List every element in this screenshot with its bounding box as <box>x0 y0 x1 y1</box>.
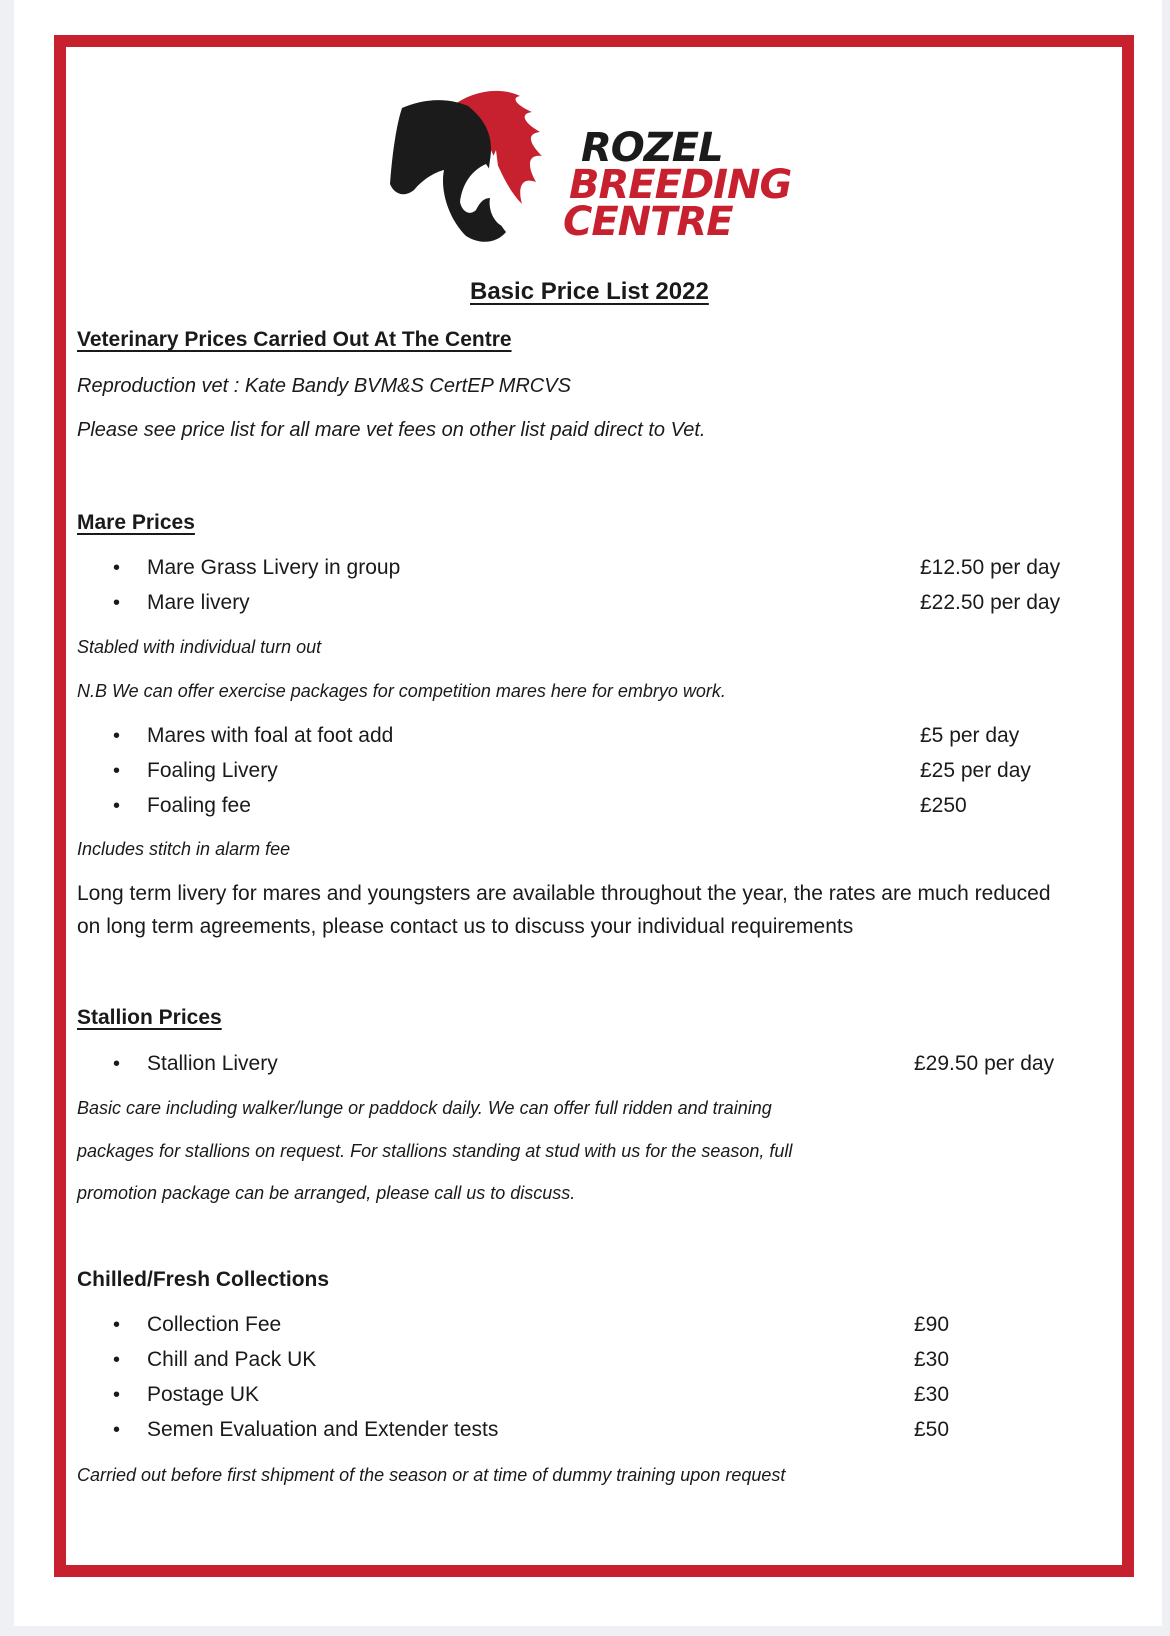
list-bullet: • <box>113 760 121 782</box>
stallion-note-1: Basic care including walker/lunge or paddock daily. We can offer full ridden and training <box>77 1098 772 1118</box>
list-item-label: Foaling fee <box>147 794 251 817</box>
list-bullet: • <box>113 795 121 817</box>
list-item-label: Collection Fee <box>147 1313 282 1336</box>
list-bullet: • <box>113 557 121 579</box>
stallion-note-2: packages for stallions on request. For stallions standing at stud with us for the season, full <box>77 1141 793 1161</box>
chilled-heading: Chilled/Fresh Collections <box>77 1268 330 1291</box>
list-item-price: £30 <box>914 1348 950 1371</box>
vet-heading: Veterinary Prices Carried Out At The Centre <box>77 328 512 351</box>
list-bullet: • <box>113 1314 121 1336</box>
list-item-price: £90 <box>914 1313 950 1336</box>
long-term-line-2: on long term agreements, please contact us to discuss your individual requirements <box>77 915 854 938</box>
vet-line-2: Please see price list for all mare vet fees on other list paid direct to Vet. <box>77 419 706 441</box>
brand-line-2: BREEDING <box>569 161 792 208</box>
page-title: Basic Price List 2022 <box>470 278 709 305</box>
chilled-note: Carried out before first shipment of the season or at time of dummy training upon request <box>77 1465 786 1485</box>
mare-note-1: Stabled with individual turn out <box>77 637 322 657</box>
list-bullet: • <box>113 592 121 614</box>
list-item-price: £29.50 per day <box>914 1052 1055 1075</box>
list-item-price: £250 <box>920 794 967 817</box>
mare-note-2: N.B We can offer exercise packages for competition mares here for embryo work. <box>77 681 726 701</box>
mare-note-3: Includes stitch in alarm fee <box>77 839 291 859</box>
long-term-line-1: Long term livery for mares and youngsters are available throughout the year, the rates are much reduced <box>77 882 1051 905</box>
horse-heads-logo-icon <box>390 86 560 246</box>
list-item-price: £50 <box>914 1418 950 1441</box>
stallion-heading: Stallion Prices <box>77 1006 222 1029</box>
list-item-label: Foaling Livery <box>147 759 278 782</box>
vet-line-1: Reproduction vet : Kate Bandy BVM&S CertEP MRCVS <box>77 375 571 397</box>
list-item-label: Stallion Livery <box>147 1052 278 1075</box>
brand-line-1: ROZEL <box>581 125 723 171</box>
list-item-price: £22.50 per day <box>920 591 1061 614</box>
list-bullet: • <box>113 1384 121 1406</box>
list-item-label: Chill and Pack UK <box>147 1348 317 1371</box>
mare-heading: Mare Prices <box>77 511 195 534</box>
list-item-label: Semen Evaluation and Extender tests <box>147 1418 499 1441</box>
list-item-price: £12.50 per day <box>920 556 1061 579</box>
list-bullet: • <box>113 1419 121 1441</box>
list-bullet: • <box>113 1053 121 1075</box>
list-item-price: £25 per day <box>920 759 1031 782</box>
list-bullet: • <box>113 1349 121 1371</box>
list-item-price: £5 per day <box>920 724 1020 747</box>
brand-wordmark <box>563 125 792 245</box>
list-item-label: Mares with foal at foot add <box>147 724 394 747</box>
list-item-label: Postage UK <box>147 1383 260 1406</box>
list-item-price: £30 <box>914 1383 950 1406</box>
brand-line-3: CENTRE <box>563 198 733 245</box>
list-bullet: • <box>113 725 121 747</box>
list-item-label: Mare livery <box>147 591 250 614</box>
list-item-label: Mare Grass Livery in group <box>147 556 401 579</box>
stallion-note-3: promotion package can be arranged, please call us to discuss. <box>77 1183 576 1203</box>
